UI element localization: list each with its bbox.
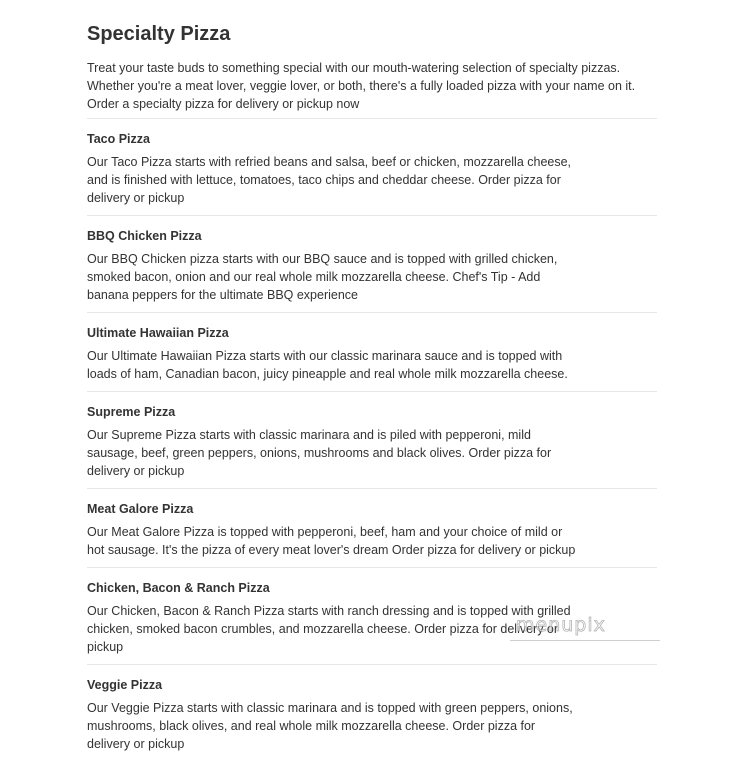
- menu-item-name: Veggie Pizza: [87, 678, 163, 692]
- menu-item-name: Ultimate Hawaiian Pizza: [87, 326, 229, 340]
- section-intro: Treat your taste buds to something special with our mouth-watering selection of specialty pizzas. Whether you're a meat lover, veggie lover, or both, there's a fully loaded pizza with your name on it. Order a specialty pizza for delivery or pickup now: [87, 59, 657, 119]
- menu-item-name: Taco Pizza: [87, 132, 150, 146]
- menu-item-description: Our Ultimate Hawaiian Pizza starts with our classic marinara sauce and is topped with loads of ham, Canadian bacon, juicy pineapple and real whole milk mozzarella cheese.: [87, 349, 568, 381]
- menu-item-name: Meat Galore Pizza: [87, 502, 194, 516]
- menu-item-description: Our BBQ Chicken pizza starts with our BBQ sauce and is topped with grilled chicken, smoked bacon, onion and our real whole milk mozzarella cheese. Chef's Tip - Add banana peppers for the ultimate BBQ experience: [87, 252, 558, 302]
- menu-item: [87, 119, 657, 216]
- specialty-pizza-section: [87, 22, 657, 761]
- menu-item-description: Our Taco Pizza starts with refried beans and salsa, beef or chicken, mozzarella cheese, and is finished with lettuce, tomatoes, taco chips and cheddar cheese. Order pizza for delivery or pickup: [87, 155, 572, 205]
- menu-item: [87, 489, 657, 568]
- watermark-underline: [510, 640, 660, 641]
- menu-item-name: Supreme Pizza: [87, 405, 176, 419]
- menu-item-description: Our Veggie Pizza starts with classic marinara and is topped with green peppers, onions, mushrooms, black olives, and real whole milk mozzarella cheese. Order pizza for delivery or pickup: [87, 701, 573, 751]
- menu-item-name: Chicken, Bacon & Ranch Pizza: [87, 581, 270, 595]
- menu-item: [87, 216, 657, 313]
- menupix-watermark: menupix: [516, 614, 606, 636]
- menu-item-description: Our Meat Galore Pizza is topped with pepperoni, beef, ham and your choice of mild or hot sausage. It's the pizza of every meat lover's dream Order pizza for delivery or pickup: [87, 525, 576, 557]
- menu-item-description: Our Chicken, Bacon & Ranch Pizza starts with ranch dressing and is topped with grilled chicken, smoked bacon crumbles, and mozzarella cheese. Order pizza for delivery or pickup: [87, 604, 571, 654]
- menu-item: [87, 392, 657, 489]
- menu-item: [87, 313, 657, 392]
- menu-item: [87, 665, 657, 761]
- section-title: Specialty Pizza: [87, 23, 231, 45]
- menu-item-description: Our Supreme Pizza starts with classic marinara and is piled with pepperoni, mild sausage, beef, green peppers, onions, mushrooms and black olives. Order pizza for delivery or pickup: [87, 428, 552, 478]
- menu-item-name: BBQ Chicken Pizza: [87, 229, 202, 243]
